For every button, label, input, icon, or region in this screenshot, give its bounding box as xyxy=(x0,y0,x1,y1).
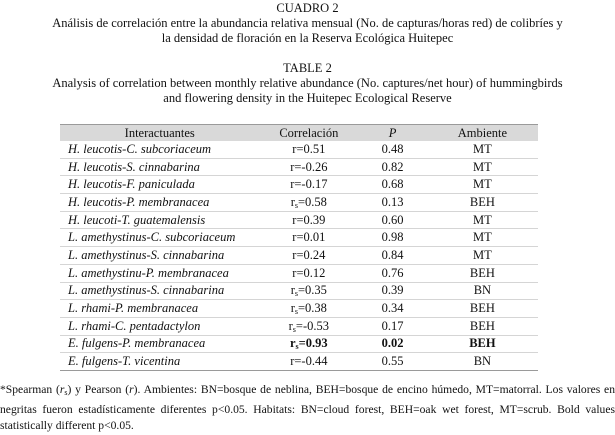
cell-correlacion xyxy=(259,317,358,335)
cell-p: 0.68 xyxy=(358,176,427,194)
corr-symbol: r xyxy=(292,230,297,245)
corr-value: =0.58 xyxy=(298,194,327,209)
cell-p: 0.82 xyxy=(358,158,427,176)
caption-es-line-1: Análisis de correlación entre la abundancia relativa mensual (No. de capturas/horas red) de colibríes y xyxy=(52,16,563,30)
corr-symbol: r xyxy=(292,247,297,262)
table-row xyxy=(60,317,538,335)
cell-ambiente: MT xyxy=(427,158,538,176)
table-row xyxy=(60,158,538,176)
footnote-r-symbol-2: r xyxy=(129,383,134,396)
corr-symbol: r xyxy=(292,212,297,227)
cell-ambiente: MT xyxy=(427,141,538,158)
table-row xyxy=(60,300,538,318)
cell-interactantes: H. leucotis-F. paniculada xyxy=(60,176,259,194)
header-correlacion: Correlación xyxy=(259,125,358,142)
cell-ambiente: MT xyxy=(427,247,538,265)
cell-interactantes: H. leucotis-P. membranacea xyxy=(60,194,259,212)
corr-value: =0.12 xyxy=(296,265,326,280)
cell-p: 0.84 xyxy=(358,247,427,265)
caption-en-line-2: and flowering density in the Huitepec Ecological Reserve xyxy=(163,91,452,105)
table-row xyxy=(60,229,538,247)
corr-symbol: r xyxy=(290,159,295,174)
cell-p: 0.13 xyxy=(358,194,427,212)
corr-value: =-0.44 xyxy=(294,354,328,369)
corr-symbol: r xyxy=(290,194,295,209)
caption-en-text xyxy=(0,76,615,106)
corr-value: =0.93 xyxy=(298,336,328,351)
cell-correlacion xyxy=(259,158,358,176)
caption-en-label: TABLE 2 xyxy=(283,61,332,75)
corr-value: =0.51 xyxy=(296,141,326,156)
corr-symbol: r xyxy=(290,301,295,316)
header-ambiente: Ambiente xyxy=(427,125,538,142)
cell-interactantes: H. leucotis-S. cinnabarina xyxy=(60,158,259,176)
cell-correlacion xyxy=(259,194,358,212)
cell-ambiente: MT xyxy=(427,229,538,247)
cell-correlacion xyxy=(259,300,358,318)
corr-value: =0.39 xyxy=(296,212,326,227)
table-header-row xyxy=(60,125,538,142)
correlation-table xyxy=(60,124,538,371)
cell-correlacion xyxy=(259,229,358,247)
cell-interactantes: L. amethystinus-C. subcoriaceum xyxy=(60,229,259,247)
corr-symbol: r xyxy=(288,318,293,333)
corr-subscript: s xyxy=(294,289,298,299)
footnote-s-subscript: s xyxy=(64,388,68,397)
cell-correlacion xyxy=(259,335,358,353)
cell-p: 0.60 xyxy=(358,211,427,229)
cell-correlacion xyxy=(259,353,358,371)
table-row xyxy=(60,335,538,353)
corr-symbol: r xyxy=(290,283,295,298)
cell-interactantes: L. rhami-P. membranacea xyxy=(60,300,259,318)
caption-es-text xyxy=(0,16,615,46)
corr-value: =-0.26 xyxy=(294,159,328,174)
corr-subscript: s xyxy=(295,342,299,352)
cell-interactantes: L. amethystinu-P. membranacea xyxy=(60,264,259,282)
cell-ambiente: BEH xyxy=(427,300,538,318)
cell-p: 0.39 xyxy=(358,282,427,300)
corr-symbol: r xyxy=(289,336,296,351)
corr-symbol: r xyxy=(290,354,295,369)
cell-correlacion xyxy=(259,247,358,265)
cell-ambiente: BEH xyxy=(427,264,538,282)
footnote xyxy=(0,382,615,435)
caption-es-label: CUADRO 2 xyxy=(276,1,339,15)
table-body xyxy=(60,141,538,370)
cell-correlacion xyxy=(259,264,358,282)
cell-correlacion xyxy=(259,141,358,158)
cell-p: 0.98 xyxy=(358,229,427,247)
cell-interactantes: E. fulgens-T. vicentina xyxy=(60,353,259,371)
cell-p: 0.34 xyxy=(358,300,427,318)
cell-p: 0.55 xyxy=(358,353,427,371)
footnote-r-symbol: r xyxy=(59,383,65,396)
corr-symbol: r xyxy=(292,141,297,156)
correlation-table-container xyxy=(60,124,538,371)
cell-p: 0.48 xyxy=(358,141,427,158)
cell-interactantes: L. amethystinus-S. cinnabarina xyxy=(60,247,259,265)
cell-ambiente: BN xyxy=(427,282,538,300)
table-row xyxy=(60,282,538,300)
cell-ambiente: MT xyxy=(427,211,538,229)
corr-symbol: r xyxy=(292,265,297,280)
cell-correlacion xyxy=(259,282,358,300)
table-row xyxy=(60,264,538,282)
table-row xyxy=(60,141,538,158)
footnote-text-2: ) y Pearson ( xyxy=(67,383,130,396)
corr-value: =0.01 xyxy=(296,230,326,245)
table-row xyxy=(60,353,538,371)
cell-interactantes: H. leucoti-T. guatemalensis xyxy=(60,211,259,229)
corr-value: =0.35 xyxy=(298,283,327,298)
cell-ambiente: MT xyxy=(427,176,538,194)
footnote-text-1: *Spearman ( xyxy=(0,383,60,396)
corr-symbol: r xyxy=(290,177,295,192)
cell-ambiente: BEH xyxy=(427,317,538,335)
corr-subscript: s xyxy=(292,324,296,334)
table-row xyxy=(60,176,538,194)
table-row xyxy=(60,247,538,265)
cell-p: 0.17 xyxy=(358,317,427,335)
cell-interactantes: E. fulgens-P. membranacea xyxy=(60,335,259,353)
caption-en-line-1: Analysis of correlation between monthly relative abundance (No. captures/net hour) of hummingbirds xyxy=(52,76,563,90)
footnote-text-3: ). Ambientes: BN=bosque de neblina, BEH=bosque de encino húmedo, MT=matorral. Los valores en negritas fueron estadísticamente diferentes p<0.05. Habitats: BN=cloud forest, BEH=oak wet forest, MT=scrub. Bold values statistically different p<0.05. xyxy=(0,383,615,432)
table-row xyxy=(60,211,538,229)
cell-interactantes: L. rhami-C. pentadactylon xyxy=(60,317,259,335)
corr-subscript: s xyxy=(294,200,298,210)
corr-value: =0.24 xyxy=(296,247,326,262)
caption-es-line-2: la densidad de floración en la Reserva Ecológica Huitepec xyxy=(161,31,454,45)
cell-p: 0.02 xyxy=(358,335,427,353)
cell-interactantes: L. amethystinus-S. cinnabarina xyxy=(60,282,259,300)
corr-value: =0.38 xyxy=(298,301,327,316)
cell-interactantes: H. leucotis-C. subcoriaceum xyxy=(60,141,259,158)
cell-ambiente: BEH xyxy=(427,335,538,353)
cell-correlacion xyxy=(259,176,358,194)
corr-subscript: s xyxy=(294,307,298,317)
cell-p: 0.76 xyxy=(358,264,427,282)
corr-value: =-0.53 xyxy=(295,318,330,333)
header-p: P xyxy=(358,125,427,142)
cell-ambiente: BEH xyxy=(427,194,538,212)
header-interactantes: Interactuantes xyxy=(60,125,259,142)
cell-correlacion xyxy=(259,211,358,229)
table-row xyxy=(60,194,538,212)
cell-ambiente: BN xyxy=(427,353,538,371)
corr-value: =-0.17 xyxy=(294,177,328,192)
